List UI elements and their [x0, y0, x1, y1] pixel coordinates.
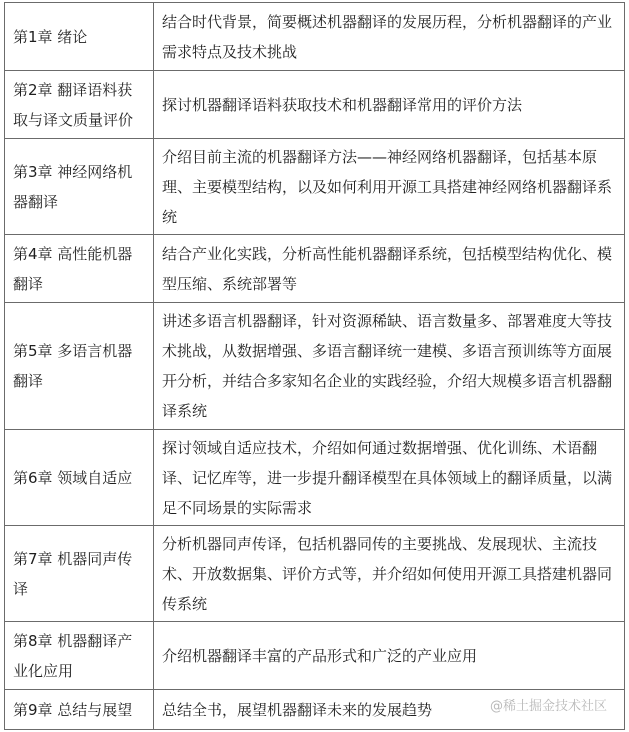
chapter-description: 结合时代背景，简要概述机器翻译的发展历程，分析机器翻译的产业需求特点及技术挑战 — [154, 3, 625, 71]
chapter-title: 第2章 翻译语料获取与译文质量评价 — [5, 71, 154, 139]
chapter-title: 第1章 绪论 — [5, 3, 154, 71]
table-row — [5, 3, 625, 71]
chapter-title: 第3章 神经网络机器翻译 — [5, 139, 154, 235]
chapter-title: 第9章 总结与展望 — [5, 690, 154, 730]
chapter-description: 分析机器同声传译，包括机器同传的主要挑战、发展现状、主流技术、开放数据集、评价方式等，并介绍如何使用开源工具搭建机器同传系统 — [154, 526, 625, 622]
chapter-table — [4, 2, 625, 730]
chapter-title: 第5章 多语言机器翻译 — [5, 303, 154, 430]
watermark: @稀土掘金技术社区 — [489, 699, 607, 714]
chapter-title: 第8章 机器翻译产业化应用 — [5, 622, 154, 690]
table-row — [5, 71, 625, 139]
chapter-title: 第4章 高性能机器翻译 — [5, 235, 154, 303]
table-row — [5, 622, 625, 690]
chapter-description: 结合产业化实践，分析高性能机器翻译系统，包括模型结构优化、模型压缩、系统部署等 — [154, 235, 625, 303]
table-row — [5, 235, 625, 303]
table-row — [5, 303, 625, 430]
chapter-description: 介绍机器翻译丰富的产品形式和广泛的产业应用 — [154, 622, 625, 690]
chapter-description: 总结全书，展望机器翻译未来的发展趋势 — [154, 690, 625, 730]
chapter-description: 介绍目前主流的机器翻译方法——神经网络机器翻译，包括基本原理、主要模型结构，以及如何利用开源工具搭建神经网络机器翻译系统 — [154, 139, 625, 235]
chapter-title: 第6章 领域自适应 — [5, 430, 154, 526]
table-row — [5, 139, 625, 235]
chapter-title: 第7章 机器同声传译 — [5, 526, 154, 622]
table-row — [5, 430, 625, 526]
chapter-description: 探讨领域自适应技术，介绍如何通过数据增强、优化训练、术语翻译、记忆库等，进一步提升翻译模型在具体领域上的翻译质量，以满足不同场景的实际需求 — [154, 430, 625, 526]
table-row — [5, 526, 625, 622]
chapter-description: 探讨机器翻译语料获取技术和机器翻译常用的评价方法 — [154, 71, 625, 139]
chapter-description: 讲述多语言机器翻译，针对资源稀缺、语言数量多、部署难度大等技术挑战，从数据增强、多语言翻译统一建模、多语言预训练等方面展开分析，并结合多家知名企业的实践经验，介绍大规模多语言机器翻译系统 — [154, 303, 625, 430]
